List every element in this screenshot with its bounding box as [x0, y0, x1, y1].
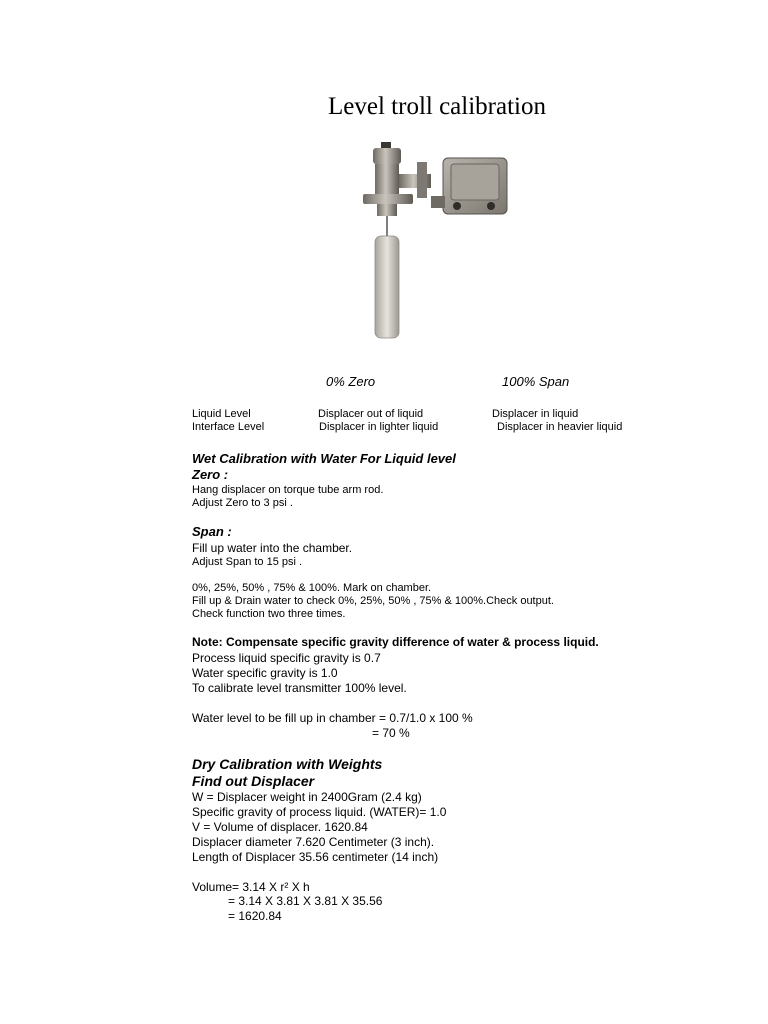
page-title: Level troll calibration — [328, 93, 546, 120]
check-step: Fill up & Drain water to check 0%, 25%, 50% , 75% & 100%.Check output. — [192, 595, 554, 607]
head-housing — [373, 148, 401, 164]
zero-step: Hang displacer on torque tube arm rod. — [192, 484, 384, 496]
find-displacer-heading: Find out Displacer — [192, 773, 315, 789]
controller-cover — [451, 164, 499, 200]
conduit-port-left — [453, 202, 461, 210]
dry-line: Displacer diameter 7.620 Centimeter (3 inch). — [192, 835, 435, 849]
dry-line: Specific gravity of process liquid. (WATER)= 1.0 — [192, 805, 447, 819]
note-line: Process liquid specific gravity is 0.7 — [192, 651, 381, 665]
controller-mount — [431, 196, 445, 208]
row-span-cell: Displacer in heavier liquid — [497, 421, 623, 433]
row-label: Interface Level — [192, 421, 265, 433]
span-heading: Span : — [192, 524, 232, 539]
volume-formula: = 3.14 X 3.81 X 3.81 X 35.56 — [228, 894, 383, 908]
wet-calibration-heading: Wet Calibration with Water For Liquid level — [192, 451, 456, 466]
water-level-result: = 70 % — [372, 726, 410, 740]
row-zero-cell: Displacer in lighter liquid — [319, 421, 439, 433]
note-line: Water specific gravity is 1.0 — [192, 666, 338, 680]
row-label: Liquid Level — [192, 408, 251, 420]
zero-heading: Zero : — [192, 467, 229, 482]
check-step: 0%, 25%, 50% , 75% & 100%. Mark on chamber. — [192, 582, 432, 594]
conduit-port-right — [487, 202, 495, 210]
water-level-formula: Water level to be fill up in chamber = 0.7/1.0 x 100 % — [192, 711, 473, 725]
row-span-cell: Displacer in liquid — [492, 408, 579, 420]
arm-flange — [417, 162, 427, 198]
col-header-zero: 0% Zero — [326, 374, 376, 389]
span-step: Adjust Span to 15 psi . — [192, 556, 303, 568]
dry-calibration-heading: Dry Calibration with Weights — [192, 756, 383, 772]
span-step: Fill up water into the chamber. — [192, 541, 353, 555]
volume-formula: Volume= 3.14 X r² X h — [192, 880, 310, 894]
volume-formula: = 1620.84 — [228, 909, 282, 923]
mounting-flange — [363, 194, 413, 204]
dry-line: W = Displacer weight in 2400Gram (2.4 kg) — [192, 790, 422, 804]
row-zero-cell: Displacer out of liquid — [318, 408, 424, 420]
displacer-cylinder — [375, 236, 399, 338]
torque-tube-body — [375, 164, 399, 194]
check-step: Check function two three times. — [192, 608, 346, 620]
flange-neck — [377, 204, 397, 216]
dry-line: V = Volume of displacer. 1620.84 — [192, 820, 368, 834]
dry-line: Length of Displacer 35.56 centimeter (14 inch) — [192, 850, 439, 864]
level-troll-device-illustration — [355, 140, 515, 340]
note-heading: Note: Compensate specific gravity difference of water & process liquid. — [192, 635, 599, 649]
col-header-span: 100% Span — [502, 374, 570, 389]
zero-step: Adjust Zero to 3 psi . — [192, 497, 293, 509]
note-line: To calibrate level transmitter 100% level. — [192, 681, 407, 695]
